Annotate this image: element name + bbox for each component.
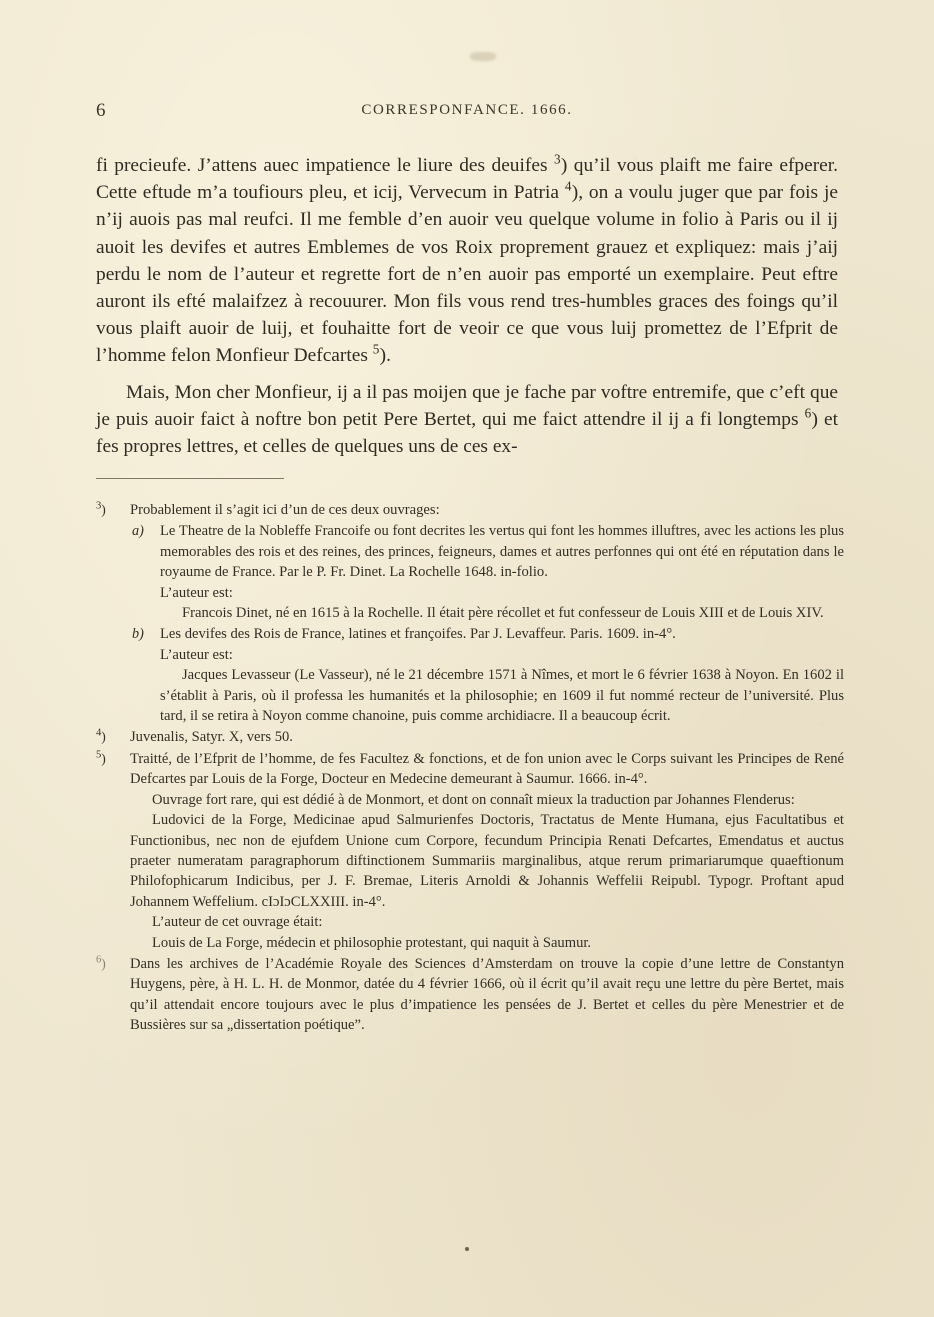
footnote-line: Probablement il s’agit ici d’un de ces deux ouvrages: — [130, 502, 440, 518]
footnotes-section — [96, 500, 844, 1037]
body-text — [96, 152, 838, 460]
footnote-subitem — [130, 521, 844, 623]
footnote-body — [130, 749, 844, 953]
footnote-line: L’auteur de cet ouvrage était: — [152, 914, 323, 931]
footnote-subitem-line: L’auteur est: — [160, 646, 233, 663]
footnote-marker[interactable]: $^3$) — [96, 500, 106, 517]
footnote-line: Dans les archives de l’Académie Royale des Sciences d’Amsterdam on trouve la copie d’une lettre de Constantyn Huygens, père, à H. L. H. de Monmor, datée du 4 février 1666, où il écrit qu’il avait reçu une lettre du père Bertet, mais qu’il attendait encore toujours avec le plus d’impatience les pensées de J. Bertet et celles du père Menestrier et de Bussières sur sa „dissertation poétique”. — [130, 955, 844, 1034]
footnote-subitem-line: Jacques Levasseur (Le Vasseur), né le 21 décembre 1571 à Nîmes, et mort le 6 février 1638 à Noyon. En 1602 il s’établit à Paris, où il professa les humanités et la philosophie; en 1609 il fut nommé recteur de l’université. Plus tard, il se retira à Noyon comme chanoine, puis comme archidiacre. Il a beaucoup écrit. — [160, 667, 844, 725]
body-paragraph: Mais, Mon cher Monfieur, ij a il pas moijen que je fache par voftre entremife, que c’eft que je puis auoir faict à noftre bon petit Pere Bertet, qui me faict attendre il ij a fi longtemps $^6$) et fes propres lettres, et celles de quelques uns de ces ex- — [96, 381, 838, 458]
footnote-reference[interactable]: 6 — [804, 405, 812, 421]
footnote-body — [130, 500, 844, 726]
footnote-reference[interactable]: 3 — [553, 151, 561, 167]
footnote-line: Juvenalis, Satyr. X, vers 50. — [130, 729, 293, 746]
footnote — [96, 954, 844, 1036]
footnote-line: Ludovici de la Forge, Medicinae apud Salmurienfes Doctoris, Tractatus de Mente Humana, ejus Facultatibus et Functionibus, nec non de ejufdem Unione cum Corpore, fecundum Principia Renati Defcartes, Emendatus et auctus praeter numeratam paragraphorum diftinctionem Summariis marginalibus, atque rerum primariarumque quaeftionum Philofophicarum Indicibus, per J. F. Bremae, Literis Arnoldi & Johannis Weffelii Reipubl. Typogr. Proftant apud Johannem Weffelium. cIɔIɔCLXXIII. in-4°. — [130, 812, 844, 910]
footnote-reference[interactable]: 4 — [564, 178, 572, 194]
footnote-body — [130, 954, 844, 1036]
footnote-line: Traitté, de l’Efprit de l’homme, de fes Facultez & fonctions, et de fon union avec le Corps suivant les Principes de René Defcartes par Louis de la Forge, Docteur en Medecine demeurant à Saumur. 1666. in-4°. — [130, 750, 844, 788]
page-number: 6 — [96, 100, 106, 121]
footnote — [96, 749, 844, 953]
footnote-subitem-marker: a) — [132, 523, 144, 540]
footnote-marker[interactable]: $^6$) — [96, 954, 106, 971]
body-paragraph: fi precieufe. J’attens auec impatience le liure des deuifes $^3$) qu’il vous plaift me faire efperer. Cette eftude m’a toufiours pleu, et icij, Vervecum in Patria $^4$), on a voulu juger que par fois je n’ij auois pas mal reufci. Il me femble d’en auoir veu quelque volume in folio à Paris ou il ij auoit les devifes et autres Emblemes de vos Roix proprement grauez et expliquez: mais j’aij perdu le nom de l’auteur et regrette fort de n’en auoir pas emporté un exemplaire. Peut eftre auront ils efté malaifzez à recouurer. Mon fils vous rend tres-humbles graces des foings qu’il vous plaift auoir de luij, et fouhaitte fort de veoir ce que vous luij promettez de l’Efprit de l’homme felon Monfieur Defcartes $^5$). — [96, 151, 838, 367]
footnote-subitem-line: Le Theatre de la Nobleffe Francoife ou font decrites les vertus qui font les hommes illuftres, avec les actions les plus memorables des rois et des reines, des princes, feigneurs, dames et autres perfonnes qui ont été en réputation dans le royaume de France. Par le P. Fr. Dinet. La Rochelle 1648. in-folio. — [160, 523, 844, 581]
paper-smudge — [470, 52, 496, 61]
footnote-line: Louis de La Forge, médecin et philosophie protestant, qui naquit à Saumur. — [152, 934, 592, 951]
footnote-subitem-letter: a — [132, 523, 140, 540]
footnote — [96, 727, 844, 747]
footnote-subitem-letter: b — [132, 626, 140, 643]
footnote-separator-rule — [96, 478, 284, 479]
footnote-body — [130, 727, 844, 747]
page-header — [96, 100, 838, 122]
footnote-subitem-line: Francois Dinet, né en 1615 à la Rochelle. Il était père récollet et fut confesseur de Louis XIII et de Louis XIV. — [182, 605, 824, 622]
footnote-marker-number: 6 — [96, 954, 102, 966]
footnote-marker[interactable]: $^4$) — [96, 727, 106, 745]
footnote-marker-number: 3 — [96, 500, 102, 512]
footnote-subitem-marker: b) — [132, 626, 144, 643]
page-bottom-mark — [465, 1247, 469, 1251]
footnote-subitem-line: Les devifes des Rois de France, latines et françoifes. Par J. Levaffeur. Paris. 1609. in-4°. — [160, 626, 676, 643]
running-head: CORRESPONFANCE. 1666. — [361, 102, 573, 118]
footnote-subitem — [130, 624, 844, 726]
footnote-marker-number: 5 — [96, 749, 102, 761]
footnote-line: Ouvrage fort rare, qui est dédié à de Monmort, et dont on connaît mieux la traduction par Johannes Flenderus: — [152, 791, 795, 808]
footnote-marker[interactable]: $^5$) — [96, 749, 106, 766]
footnote-marker-number: 4 — [96, 727, 102, 739]
footnote-subitem-line: L’auteur est: — [160, 584, 233, 601]
footnote-reference[interactable]: 5 — [372, 341, 380, 357]
footnote — [96, 500, 844, 726]
